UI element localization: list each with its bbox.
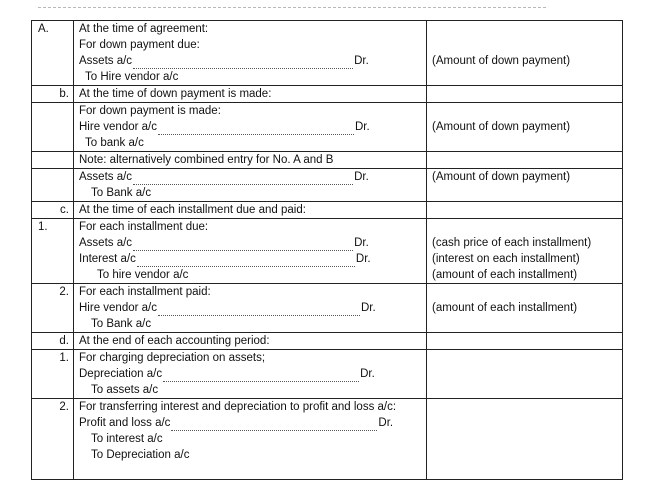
credit-line: To Bank a/c bbox=[91, 318, 152, 330]
note-text: Note: alternatively combined entry for No. A and B bbox=[79, 154, 334, 166]
row-c2-installment-paid bbox=[32, 284, 623, 333]
account-name: Assets a/c bbox=[79, 171, 133, 183]
dot-leader bbox=[133, 57, 353, 69]
row-d-heading bbox=[32, 333, 623, 350]
section-heading: At the time of agreement: bbox=[79, 23, 209, 35]
dot-leader bbox=[158, 123, 354, 135]
amount-remark: (interest on each installment) bbox=[432, 253, 580, 265]
row-d1-depreciation bbox=[32, 350, 623, 399]
account-name: Assets a/c bbox=[79, 55, 133, 67]
row-number: c. bbox=[60, 204, 69, 216]
row-c-heading bbox=[32, 202, 623, 219]
entry-caption: For each installment paid: bbox=[79, 286, 211, 298]
credit-line: To hire vendor a/c bbox=[97, 269, 189, 281]
row-note bbox=[32, 152, 623, 169]
dot-leader bbox=[133, 173, 353, 185]
entry-caption: For charging depreciation on assets; bbox=[79, 352, 266, 364]
amount-remark: (Amount of down payment) bbox=[432, 121, 571, 133]
debit-marker: Dr. bbox=[354, 171, 369, 183]
entry-caption: For down payment due: bbox=[79, 39, 200, 51]
dot-leader bbox=[133, 239, 353, 251]
row-b-entry bbox=[32, 103, 623, 152]
row-d2-transfer-to-pl bbox=[32, 399, 623, 480]
entry-caption: For down payment is made: bbox=[79, 105, 221, 117]
debit-marker: Dr. bbox=[354, 55, 369, 67]
row-number: b. bbox=[59, 88, 69, 100]
dot-leader bbox=[163, 370, 359, 382]
account-name: Depreciation a/c bbox=[79, 368, 163, 380]
credit-line: To interest a/c bbox=[91, 433, 163, 445]
entry-caption: For transferring interest and depreciation to profit and loss a/c: bbox=[79, 401, 397, 413]
dot-leader bbox=[171, 419, 377, 431]
debit-marker: Dr. bbox=[355, 253, 371, 265]
debit-marker: Dr. bbox=[354, 121, 370, 133]
debit-line bbox=[74, 53, 426, 69]
credit-line: To Hire vendor a/c bbox=[85, 71, 179, 83]
account-name: Hire vendor a/c bbox=[79, 121, 157, 133]
row-a-agreement bbox=[32, 21, 623, 86]
debit-line bbox=[74, 300, 426, 316]
header-dashed-rule bbox=[38, 7, 546, 8]
section-heading: At the time of down payment is made: bbox=[79, 88, 272, 100]
amount-remark: (Amount of down payment) bbox=[432, 171, 571, 183]
debit-line bbox=[74, 251, 426, 267]
dot-leader bbox=[158, 304, 360, 316]
debit-marker: Dr. bbox=[360, 368, 375, 380]
row-c1-installment-due bbox=[32, 219, 623, 284]
amount-remark: (amount of each installment) bbox=[432, 302, 578, 314]
debit-marker: Dr. bbox=[354, 237, 369, 249]
credit-line: To assets a/c bbox=[91, 384, 159, 396]
account-name: Hire vendor a/c bbox=[79, 302, 157, 314]
debit-marker: Dr. bbox=[378, 417, 394, 429]
section-heading: At the end of each accounting period: bbox=[79, 335, 270, 347]
debit-line bbox=[74, 415, 426, 431]
account-name: Profit and loss a/c bbox=[79, 417, 171, 429]
row-b-heading bbox=[32, 86, 623, 103]
row-number: A. bbox=[38, 23, 49, 35]
credit-line: To Bank a/c bbox=[91, 187, 152, 199]
debit-line bbox=[74, 235, 426, 251]
amount-remark: (Amount of down payment) bbox=[432, 55, 571, 67]
credit-line: To bank a/c bbox=[85, 137, 144, 149]
row-note-entry bbox=[32, 169, 623, 202]
row-number: d. bbox=[59, 335, 69, 347]
debit-line bbox=[74, 119, 426, 135]
debit-marker: Dr. bbox=[360, 302, 376, 314]
dot-leader bbox=[137, 255, 355, 267]
journal-entries-table bbox=[31, 20, 623, 480]
amount-remark: (amount of each installment) bbox=[432, 269, 578, 281]
account-name: Assets a/c bbox=[79, 237, 133, 249]
credit-line: To Depreciation a/c bbox=[91, 449, 190, 461]
row-number: 1. bbox=[59, 352, 69, 364]
amount-remark: (cash price of each installment) bbox=[432, 237, 592, 249]
row-number: 1. bbox=[38, 221, 48, 233]
account-name: Interest a/c bbox=[79, 253, 136, 265]
debit-line bbox=[74, 169, 426, 185]
entry-caption: For each installment due: bbox=[79, 221, 209, 233]
row-number: 2. bbox=[59, 286, 69, 298]
debit-line bbox=[74, 366, 426, 382]
section-heading: At the time of each installment due and paid: bbox=[79, 204, 306, 216]
row-number: 2. bbox=[59, 401, 69, 413]
